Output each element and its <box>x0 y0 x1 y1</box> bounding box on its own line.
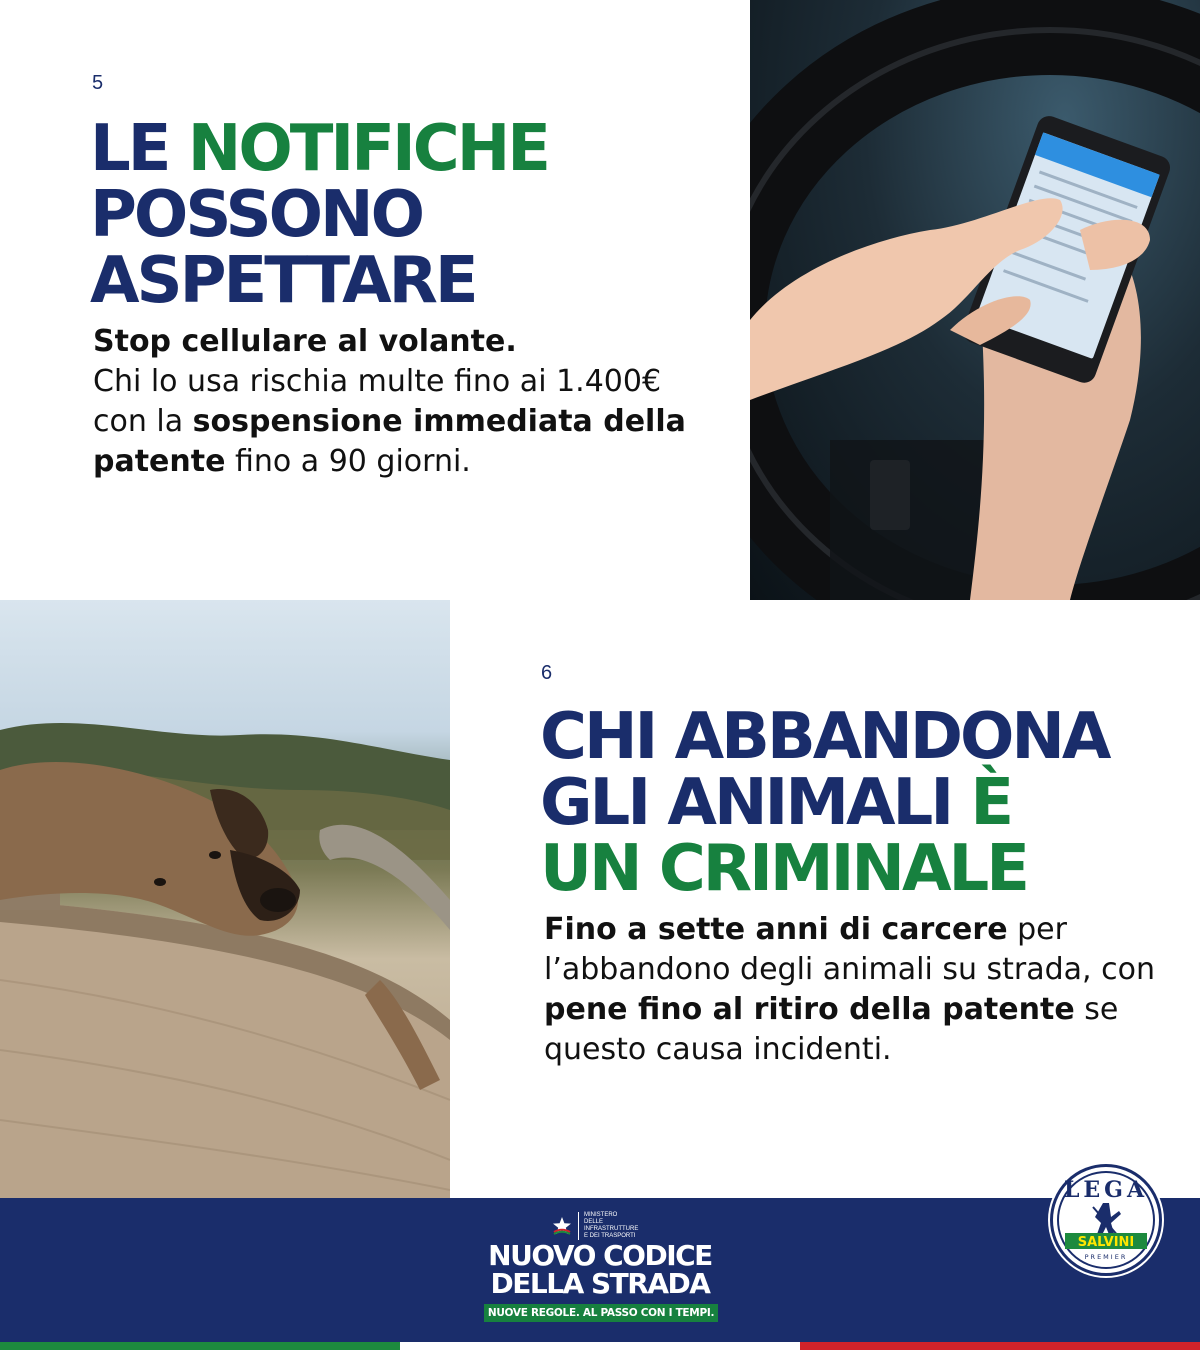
ministry-star-icon <box>552 1216 572 1236</box>
body-text: fino a 90 giorni. <box>225 444 471 479</box>
phone-driving-photo <box>750 0 1200 600</box>
campaign-title <box>470 1239 730 1300</box>
dog-photo <box>0 600 450 1198</box>
ministry-line: MINISTERO <box>584 1212 618 1218</box>
flag-white <box>400 1342 800 1350</box>
body-bold: Stop cellulare al volante. <box>93 324 517 359</box>
campaign-subtitle: NUOVE REGOLE. AL PASSO CON I TEMPI. <box>484 1304 718 1322</box>
lega-premier-text: PREMIER <box>1084 1253 1128 1261</box>
headline-word: GLI ANIMALI <box>540 766 971 840</box>
body-text: se questo causa incidenti. <box>544 992 1119 1067</box>
ministry-line: DELLE INFRASTRUTTURE <box>584 1219 639 1232</box>
flag-red <box>800 1342 1200 1350</box>
section-phone-rule <box>0 0 1200 600</box>
section-number: 5 <box>92 72 104 94</box>
body-bold: sospensione immediata della patente <box>93 404 686 479</box>
section-animal-abandonment <box>0 600 1200 1198</box>
headline <box>540 700 1180 906</box>
headline-word: CHI ABBANDONA <box>540 700 1109 774</box>
italian-flag-stripe <box>0 1342 1200 1350</box>
body-paragraph <box>544 910 1164 1070</box>
headline-highlight: È <box>970 766 1012 840</box>
headline <box>90 112 710 318</box>
body-paragraph <box>93 322 713 482</box>
ministry-logo <box>552 1212 648 1240</box>
headline-word: ASPETTARE <box>90 244 476 318</box>
headline-word: POSSONO <box>90 178 422 252</box>
ministry-line: E DEI TRASPORTI <box>584 1233 636 1239</box>
body-bold: Fino a sette anni di carcere <box>544 912 1008 947</box>
ministry-name <box>578 1212 648 1240</box>
headline-word: LE <box>90 112 188 186</box>
body-bold: pene fino al ritiro della patente <box>544 992 1075 1027</box>
lega-salvini-logo <box>1050 1164 1162 1276</box>
flag-green <box>0 1342 400 1350</box>
campaign-title-line: DELLA STRADA <box>490 1267 710 1300</box>
lega-text: LEGA <box>1063 1177 1149 1203</box>
lega-salvini-text: SALVINI <box>1077 1235 1135 1250</box>
headline-highlight: UN CRIMINALE <box>540 832 1027 906</box>
lega-emblem <box>1053 1167 1159 1273</box>
campaign-title-line: NUOVO CODICE <box>488 1239 712 1272</box>
dog-illustration <box>0 600 450 1198</box>
headline-highlight: NOTIFICHE <box>187 112 548 186</box>
phone-driving-illustration <box>750 0 1200 600</box>
section-number: 6 <box>541 662 553 684</box>
body-text: Chi lo usa rischia multe fino ai 1.400€ con la <box>93 364 662 439</box>
body-text: per l’abbandono degli animali su strada, con <box>544 912 1155 987</box>
footer-banner <box>0 1198 1200 1350</box>
